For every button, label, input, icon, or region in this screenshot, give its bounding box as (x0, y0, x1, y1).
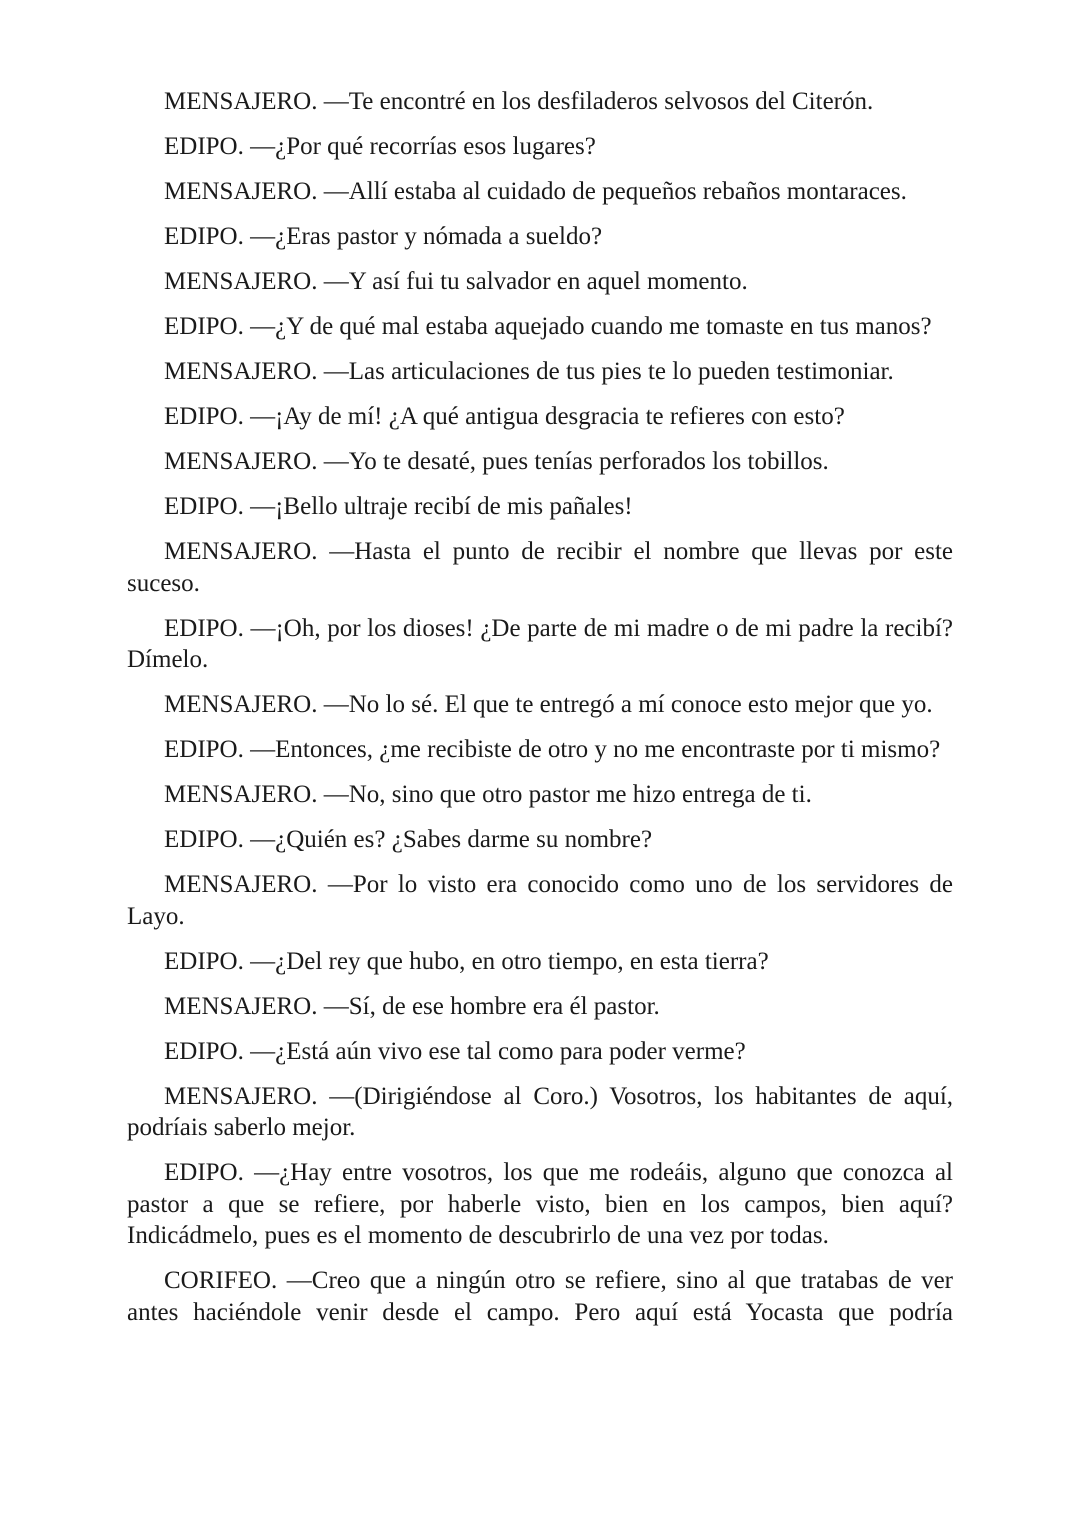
dialogue-line (127, 734, 953, 766)
document-page (127, 86, 953, 1342)
line-text: —No, sino que otro pastor me hizo entrega de ti. (323, 781, 812, 808)
dialogue-line (127, 356, 953, 388)
speaker-name: EDIPO. (164, 313, 244, 340)
line-text: —¡Ay de mí! ¿A qué antigua desgracia te refieres con esto? (250, 403, 845, 430)
line-text: —Y así fui tu salvador en aquel momento. (323, 268, 748, 295)
dialogue-line (127, 689, 953, 721)
dialogue-line (127, 1265, 953, 1328)
dialogue-line (127, 779, 953, 811)
dialogue-line (127, 176, 953, 208)
speaker-name: EDIPO. (164, 1037, 244, 1065)
dialogue-line (127, 401, 953, 433)
dialogue-line (127, 266, 953, 298)
speaker-name: EDIPO. (164, 1159, 244, 1186)
dialogue-line (127, 446, 953, 478)
dialogue-line (127, 86, 953, 118)
speaker-name: MENSAJERO. (164, 448, 318, 475)
speaker-name: MENSAJERO. (164, 871, 318, 898)
line-text: —¡Oh, por los dioses! ¿De parte de mi madre o de mi padre la recibí? Dímelo. (127, 614, 954, 673)
dialogue-line (127, 536, 953, 599)
line-text: —Las articulaciones de tus pies te lo pueden testimoniar. (323, 358, 894, 385)
speaker-name: EDIPO. (164, 947, 244, 975)
speaker-name: MENSAJERO. (164, 358, 318, 385)
speaker-name: EDIPO. (164, 493, 244, 520)
dialogue-line (127, 869, 953, 932)
dialogue-line (127, 1081, 953, 1144)
speaker-name: MENSAJERO. (164, 88, 318, 115)
line-text: —Entonces, ¿me recibiste de otro y no me encontraste por ti mismo? (250, 736, 941, 763)
speaker-name: MENSAJERO. (164, 268, 318, 295)
line-text: —Sí, de ese hombre era él pastor. (323, 992, 660, 1020)
speaker-name: EDIPO. (164, 133, 244, 160)
speaker-name: EDIPO. (164, 614, 244, 642)
line-text: —¿Del rey que hubo, en otro tiempo, en esta tierra? (250, 947, 769, 975)
speaker-name: MENSAJERO. (164, 538, 318, 565)
line-text: —¿Y de qué mal estaba aquejado cuando me tomaste en tus manos? (250, 313, 932, 340)
line-text: —Te encontré en los desfiladeros selvosos del Citerón. (323, 88, 874, 115)
line-text: —(Dirigiéndose al Coro.) Vosotros, los habitantes de aquí, podríais saberlo mejor. (127, 1082, 954, 1141)
dialogue-line (127, 613, 953, 676)
speaker-name: MENSAJERO. (164, 178, 318, 205)
dialogue-line (127, 221, 953, 253)
line-text: —No lo sé. El que te entregó a mí conoce esto mejor que yo. (323, 691, 933, 718)
line-text: —Yo te desaté, pues tenías perforados los tobillos. (323, 448, 829, 475)
speaker-name: CORIFEO. (164, 1267, 278, 1294)
dialogue-line (127, 311, 953, 343)
dialogue-line (127, 824, 953, 856)
speaker-name: EDIPO. (164, 403, 244, 430)
line-text: —¡Bello ultraje recibí de mis pañales! (250, 493, 633, 520)
dialogue-line (127, 131, 953, 163)
speaker-name: EDIPO. (164, 223, 244, 250)
line-text: —¿Está aún vivo ese tal como para poder verme? (250, 1037, 746, 1065)
line-text: —Creo que a ningún otro se refiere, sino al que tratabas de ver antes haciéndole venir desde el campo. Pero aquí está Yocasta que podría (127, 1267, 954, 1326)
line-text: —Allí estaba al cuidado de pequeños rebaños montaraces. (323, 178, 907, 205)
speaker-name: MENSAJERO. (164, 781, 318, 808)
speaker-name: EDIPO. (164, 736, 244, 763)
dialogue-line (127, 946, 953, 978)
line-text: —¿Por qué recorrías esos lugares? (250, 133, 596, 160)
speaker-name: MENSAJERO. (164, 1082, 318, 1110)
speaker-name: EDIPO. (164, 826, 244, 853)
line-text: —¿Quién es? ¿Sabes darme su nombre? (250, 826, 653, 853)
dialogue-line (127, 1036, 953, 1068)
line-text: —¿Eras pastor y nómada a sueldo? (250, 223, 603, 250)
dialogue-line (127, 991, 953, 1023)
speaker-name: MENSAJERO. (164, 691, 318, 718)
speaker-name: MENSAJERO. (164, 992, 318, 1020)
line-text: —Por lo visto era conocido como uno de los servidores de Layo. (127, 871, 954, 930)
line-text: —¿Hay entre vosotros, los que me rodeáis, alguno que conozca al pastor a que se refiere, por haberle visto, bien en los campos, bien aquí? Indicádmelo, pues es el momento de descubrirlo de una vez por todas. (127, 1159, 954, 1249)
dialogue-line (127, 1157, 953, 1252)
dialogue-line (127, 491, 953, 523)
line-text: —Hasta el punto de recibir el nombre que llevas por este suceso. (127, 538, 953, 597)
